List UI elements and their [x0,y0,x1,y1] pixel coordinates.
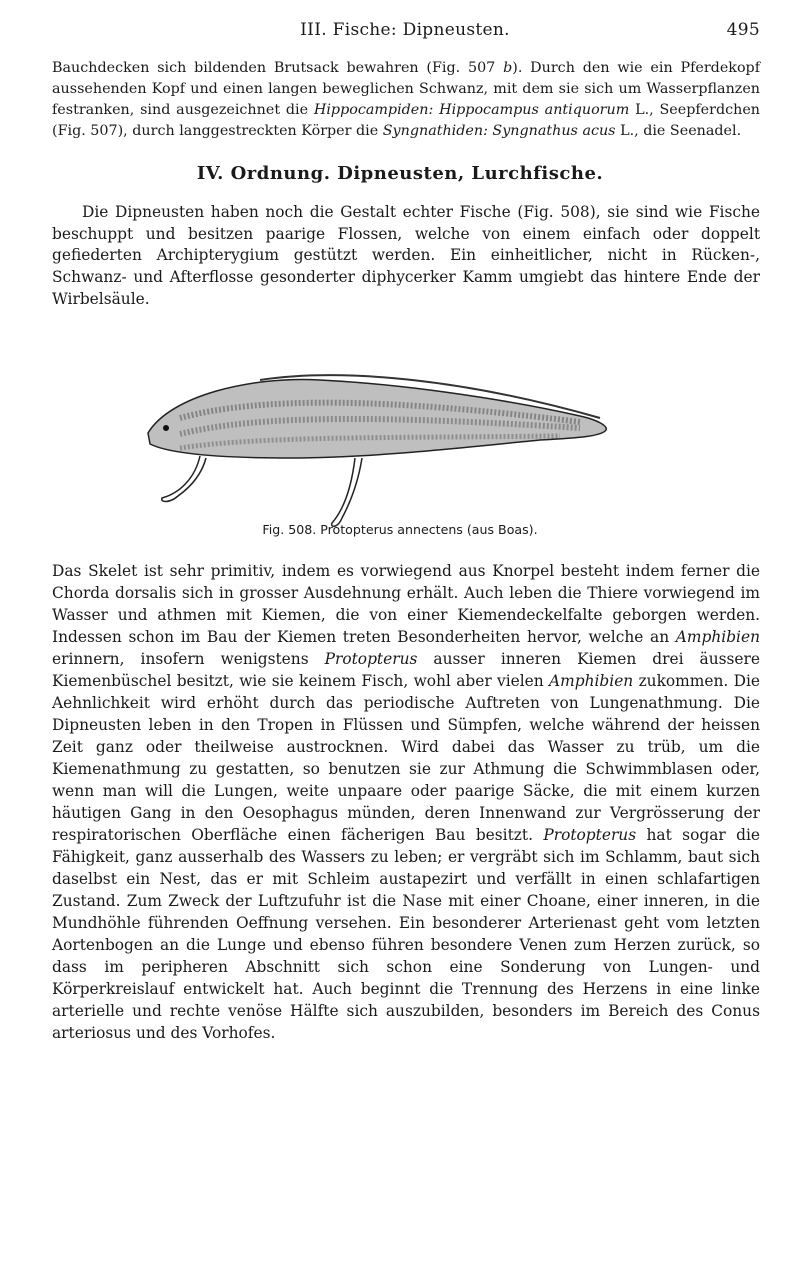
paragraph-hippocampiden: Bauchdecken sich bildenden Brutsack bewahren (Fig. 507 b). Durch den wie ein Pferdekopf aussehenden Kopf und einen langen beweglichen Schwanz, mit dem sie sich um Wasserpflanzen festranken, sind ausgezeichnet die Hippocampiden: Hippocampus antiquorum L., Seepferdchen (Fig. 507), durch langgestreckten Körper die Syngnathiden: Syngnathus acus L., die Seenadel. [52,60,760,139]
paragraph-dipneusten-intro: Die Dipneusten haben noch die Gestalt echter Fische (Fig. 508), sie sind wie Fische beschuppt und besitzen paarige Flossen, welche von einem einfach oder doppelt gefiederten Archipterygium gestützt werden. Ein einheitlicher, nicht in Rücken-, Schwanz- und Afterflosse gesonderter diphycerker Kamm umgiebt das hintere Ende der Wirbelsäule. [52,203,760,308]
figure-protopterus [140,318,610,532]
page-number: 495 [726,20,760,40]
page-header [50,20,760,46]
figure-caption: Fig. 508. Protopterus annectens (aus Boas). [262,522,538,537]
protopterus-illustration [140,318,610,532]
running-title: III. Fische: Dipneusten. [300,20,510,40]
section-heading: IV. Ordnung. Dipneusten, Lurchfische. [196,163,604,184]
paragraph-skelet: Das Skelet ist sehr primitiv, indem es vorwiegend aus Knorpel besteht indem ferner die Chorda dorsalis sich in grosser Ausdehnung erhält. Auch leben die Thiere vorwiegend im Wasser und athmen mit Kiemen, die von einer Kiemendeckelfalte geborgen werden. Indessen schon im Bau der Kiemen treten Besonderheiten hervor, welche an Amphibien erinnern, insofern wenigstens Protopterus ausser inneren Kiemen drei äussere Kiemenbüschel besitzt, wie sie keinem Fisch, wohl aber vielen Amphibien zukommen. Die Aehnlichkeit wird erhöht durch das periodische Auftreten von Lungenathmung. Die Dipneusten leben in den Tropen in Flüssen und Sümpfen, welche während der heissen Zeit ganz oder theilweise austrocknen. Wird dabei das Wasser zu trüb, um die Kiemenathmung zu gestatten, so benutzen sie zur Athmung die Schwimmblasen oder, wenn man will die Lungen, weite unpaare oder paarige Säcke, die mit einem kurzen häutigen Gang in den Oesophagus münden, deren Innenwand zur Vergrösserung der respiratorischen Oberfläche einen fächerigen Bau besitzt. Protopterus hat sogar die Fähigkeit, ganz ausserhalb des Wassers zu leben; er vergräbt sich im Schlamm, baut sich daselbst ein Nest, das er mit Schleim austapezirt und verfällt in einen schlafartigen Zustand. Zum Zweck der Luftzufuhr ist die Nase mit einer Choane, einer inneren, in die Mundhöhle führenden Oeffnung versehen. Ein besonderer Arterienast geht vom letzten Aortenbogen an die Lunge und ebenso führen besondere Venen zum Herzen zurück, so dass im peripheren Abschnitt sich schon eine Sonderung von Lungen- und Körperkreislauf entwickelt hat. Auch beginnt die Trennung des Herzens in eine linke arterielle und rechte venöse Hälfte sich auszubilden, besonders im Bereich des Conus arteriosus und des Vorhofes. [52,562,760,1042]
